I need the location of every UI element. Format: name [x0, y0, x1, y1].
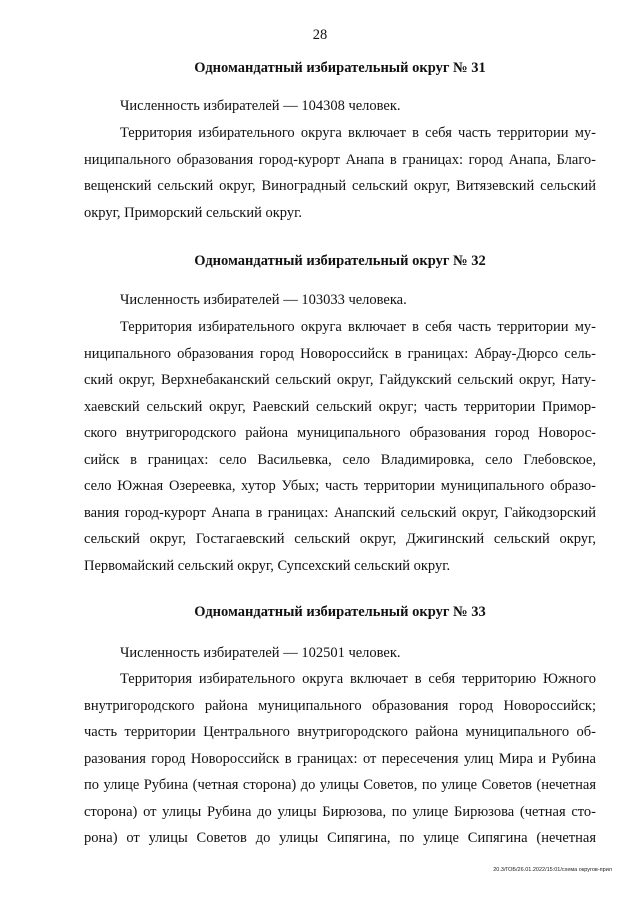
territory-line: сийск в границах: село Васильевка, село Владимировка, село Глебовское, — [84, 451, 596, 468]
footer-document-code: 20.3/ГОБ/26.01.2022/15:01/схема округов-прил — [493, 867, 612, 873]
page-number: 28 — [312, 27, 328, 43]
district-31-territory — [84, 120, 596, 226]
territory-line: округ, Приморский сельский округ. — [84, 204, 303, 221]
territory-line: ниципального образования город-курорт Анапа в границах: город Анапа, Благо- — [84, 151, 596, 168]
district-32-voters: Численность избирателей — 103033 человека. — [120, 292, 407, 308]
territory-line: разования город Новороссийск в границах: от пересечения улиц Мира и Рубина — [84, 750, 596, 767]
territory-line: хаевский сельский округ, Раевский сельский округ; часть территории Примор- — [84, 398, 596, 415]
territory-line: сельский округ, Гостагаевский сельский округ, Джигинский сельский округ, — [84, 531, 596, 547]
territory-line: вания город-курорт Анапа в границах: Анапский сельский округ, Гайкодзорский — [84, 504, 596, 521]
territory-line: Первомайский сельский округ, Супсехский сельский округ. — [84, 557, 451, 574]
district-31-voters: Численность избирателей — 104308 человек. — [120, 98, 401, 114]
district-33-voters: Численность избирателей — 102501 человек. — [120, 645, 401, 661]
territory-line: внутригородского района муниципального образования город Новороссийск; — [84, 697, 596, 714]
district-33-heading: Одномандатный избирательный округ № 33 — [194, 604, 486, 620]
territory-line: часть территории Центрального внутригородского района муниципального об- — [84, 724, 596, 740]
district-32-heading: Одномандатный избирательный округ № 32 — [194, 253, 486, 269]
territory-line: село Южная Озереевка, хутор Убых; часть территории муниципального образо- — [84, 478, 596, 494]
district-33-territory — [84, 666, 596, 852]
territory-line: ский округ, Верхнебаканский сельский округ, Гайдукский сельский округ, Нату- — [84, 372, 596, 388]
territory-line: ниципального образования город Новороссийск в границах: Абрау-Дюрсо сель- — [84, 345, 596, 362]
territory-line: ского внутригородского района муниципального образования город Новорос- — [84, 425, 596, 441]
territory-line: Территория избирательного округа включает в себя часть территории му- — [120, 319, 596, 335]
territory-line: Территория избирательного округа включает в себя часть территории му- — [120, 125, 596, 141]
territory-line: Территория избирательного округа включает в себя территорию Южного — [120, 671, 596, 687]
territory-line: вещенский сельский округ, Виноградный сельский округ, Витязевский сельский — [84, 178, 596, 194]
district-32-territory — [84, 314, 596, 579]
district-31-heading: Одномандатный избирательный округ № 31 — [194, 60, 486, 76]
territory-line: по улице Рубина (четная сторона) до улицы Советов, по улице Советов (нечетная — [84, 777, 596, 793]
territory-line: рона) от улицы Советов до улицы Сипягина, по улице Сипягина (нечетная — [84, 830, 596, 846]
territory-line: сторона) от улицы Рубина до улицы Бирюзова, по улице Бирюзова (четная сто- — [84, 803, 596, 820]
